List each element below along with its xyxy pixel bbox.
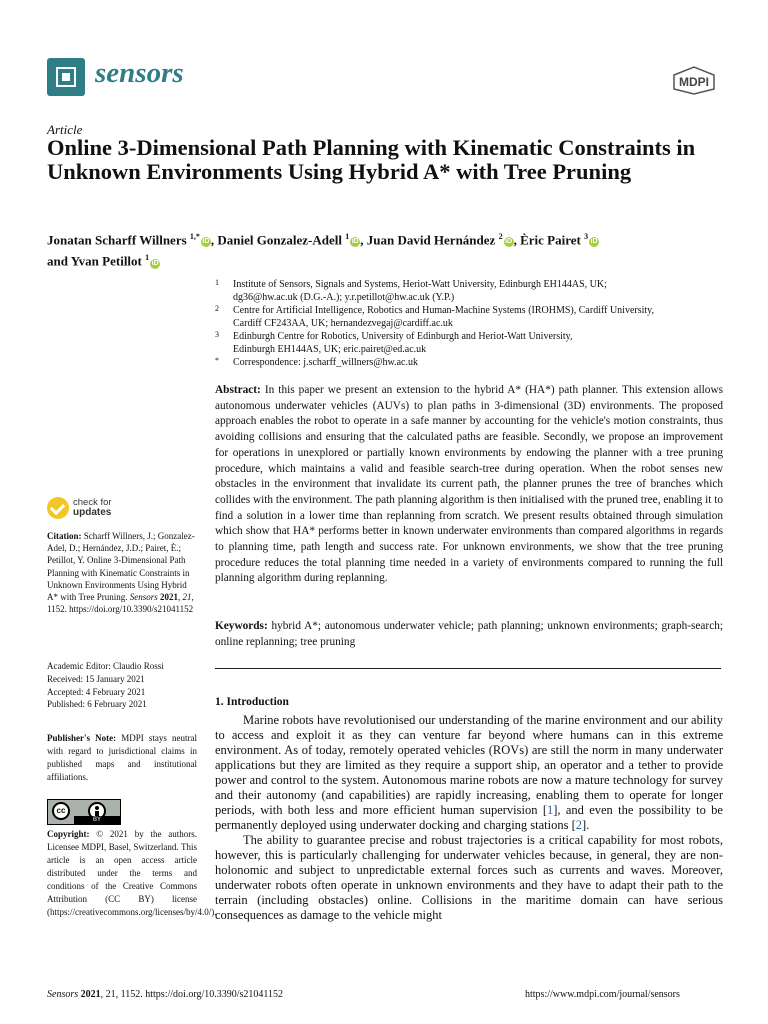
affiliation-item: 3 Edinburgh Centre for Robotics, University of Edinburgh and Heriot-Watt University, Edinburgh EH144AS, UK; eric.pairet@ed.ac.uk bbox=[215, 330, 573, 355]
orcid-icon[interactable]: iD bbox=[351, 238, 359, 246]
reference-link[interactable]: 2 bbox=[575, 818, 583, 832]
orcid-icon[interactable]: iD bbox=[202, 238, 210, 246]
orcid-icon[interactable]: iD bbox=[151, 259, 159, 267]
author-name: Èric Pairet bbox=[520, 232, 581, 248]
affiliation-item: 1 Institute of Sensors, Signals and Systems, Heriot-Watt University, Edinburgh EH144AS, UK; dg36@hw.ac.uk (D.G.-A.); y.r.petillot@hw.ac.uk (Y.P.) bbox=[215, 278, 607, 303]
author-name: Juan David Hernández bbox=[366, 232, 496, 248]
publisher-note: Publisher's Note: MDPI stays neutral with regard to jurisdictional claims in published maps and institutional affiliations. bbox=[47, 733, 197, 782]
author-list: Jonatan Scharff Willners $^{1,*}$iD , Daniel Gonzalez-Adell $^1$iD , Juan David Hernández $^2$iD , Èric Pairet $^3$iD and Yvan Petillot $^1$iD bbox=[47, 232, 598, 269]
reference-link[interactable]: 1 bbox=[546, 803, 554, 817]
by-label: BY bbox=[74, 816, 120, 824]
orcid-icon[interactable]: iD bbox=[505, 238, 513, 246]
keywords-label: Keywords: bbox=[215, 620, 268, 632]
cc-by-license-icon[interactable] bbox=[47, 799, 121, 825]
keywords bbox=[215, 619, 723, 650]
check-updates-link[interactable]: check for updates bbox=[73, 497, 112, 518]
section-heading: 1. Introduction bbox=[215, 696, 289, 708]
copyright-notice: Copyright: © 2021 by the authors. Licensee MDPI, Basel, Switzerland. This article is an open access article distributed under the terms and conditions of the Creative Commons Attribution (CC BY) license (https://creativecommons.org/licenses/by/4.0/). bbox=[47, 829, 217, 917]
check-updates-icon[interactable] bbox=[47, 497, 69, 519]
affiliation-item: 2 Centre for Artificial Intelligence, Robotics and Human-Machine Systems (IROHMS), Cardiff University, Cardiff CF243AA, UK; hernandezvegaj@cardiff.ac.uk bbox=[215, 304, 655, 329]
author-name: Daniel Gonzalez-Adell bbox=[217, 232, 342, 248]
cc-icon: cc bbox=[52, 802, 70, 820]
abstract-label: Abstract: bbox=[215, 384, 261, 396]
citation-block: Citation: Scharff Willners, J.; Gonzalez-Adel, D.; Hernández, J.D.; Pairet, È.; Petillot, Y. Online 3-Dimensional Path Planning with Kinematic Constraints in Unknown Environments Using Hybrid A* with Tree Pruning. Sensors 2021, 21, 1152. https://doi.org/10.3390/s21041152 bbox=[47, 531, 195, 615]
journal-logo-icon bbox=[47, 58, 85, 96]
author-name: Jonatan Scharff Willners bbox=[47, 232, 187, 248]
introduction-body bbox=[215, 713, 723, 923]
publisher-name: MDPI bbox=[679, 75, 709, 89]
citation-doi-link[interactable]: https://doi.org/10.3390/s21041152 bbox=[69, 604, 194, 615]
article-type: Article bbox=[47, 122, 83, 137]
orcid-icon[interactable]: iD bbox=[590, 238, 598, 246]
paper-title: Online 3-Dimensional Path Planning with Kinematic Constraints in Unknown Environments Using Hybrid A* with Tree Pruning bbox=[47, 135, 696, 184]
footer-citation: Sensors 2021, 21, 1152. https://doi.org/10.3390/s21041152 bbox=[47, 989, 284, 1000]
footer-journal-url[interactable]: https://www.mdpi.com/journal/sensors bbox=[525, 989, 680, 1000]
affiliations bbox=[215, 278, 725, 369]
abstract-text: In this paper we present an extension to the hybrid A* (HA*) path planner. This extension allows autonomous underwater vehicles (AUVs) to plan paths in 3-dimensional (3D) environments. The proposed approach enables the robot to operate in a safe manner by accounting for the vehicle's motion constraints, thus avoiding collisions and ensuring that the calculated paths are feasible. Secondly, we propose an improvement for operations in unexplored or partially known environments by endowing the planner with a tree pruning procedure, which maintains a valid and feasible search-tree during operation. When the robot senses new obstacles in the environment that invalidate its current path, the planner prunes the tree of branches which collides with the environment. The path planning algorithm is then initialised with the pruned tree, enabling it to find a solution in a lower time than replanning from scratch. We present results obtained through simulation which show that HA* performs better in known underwater environments than compared algorithms in regards to planning time, path length and success rate. For unknown environments, we show that the tree pruning procedure reduces the total planning time needed in a variety of environments compared to running the full planning algorithm during replanning. bbox=[215, 384, 723, 585]
mdpi-logo-icon bbox=[668, 65, 720, 95]
citation-label: Citation: bbox=[47, 531, 82, 541]
paragraph: Marine robots have revolutionised our understanding of the marine environment and our ability to access and exploit it as they can venture far beyond where humans can in this extreme environment. As of today, remotely operated vehicles (ROVs) are still the norm in many underwater applications but they are limited as they require a support ship, an operator and a tether to provide power and control to the system. Autonomous marine robots are now a mature technology for survey and their autonomy (and capabilities) are rapidly increasing, enabling them to operate for longer periods, with both less and more efficient human supervision [1], and even the possibility to be permanently deployed using underwater docking and charging stations [2]. bbox=[215, 713, 723, 832]
paragraph: The ability to guarantee precise and robust trajectories is a critical capability for most robots, however, this is particularly challenging for underwater vehicles because, in general, they are non-holonomic and subject to unpredictable external forces such as currents and waves. Moreover, underwater robots often operate in unknown environments and they have to adapt their path to the terrain (including obstacles) online. Collisions in the maritime domain can have serious consequences as damage to the vehicle might bbox=[215, 833, 723, 922]
journal-name: sensors bbox=[95, 57, 184, 89]
abstract bbox=[215, 383, 723, 587]
publication-dates: Academic Editor: Claudio Rossi Received: 15 January 2021 Accepted: 4 February 2021 Published: 6 February 2021 bbox=[47, 661, 164, 710]
section-divider bbox=[215, 668, 721, 669]
keywords-text: hybrid A*; autonomous underwater vehicle; path planning; unknown environments; graph-search; online replanning; tree pruning bbox=[215, 620, 723, 648]
affiliation-item: * Correspondence: j.scharff_willners@hw.ac.uk bbox=[215, 356, 418, 368]
author-name: Yvan Petillot bbox=[70, 253, 142, 269]
